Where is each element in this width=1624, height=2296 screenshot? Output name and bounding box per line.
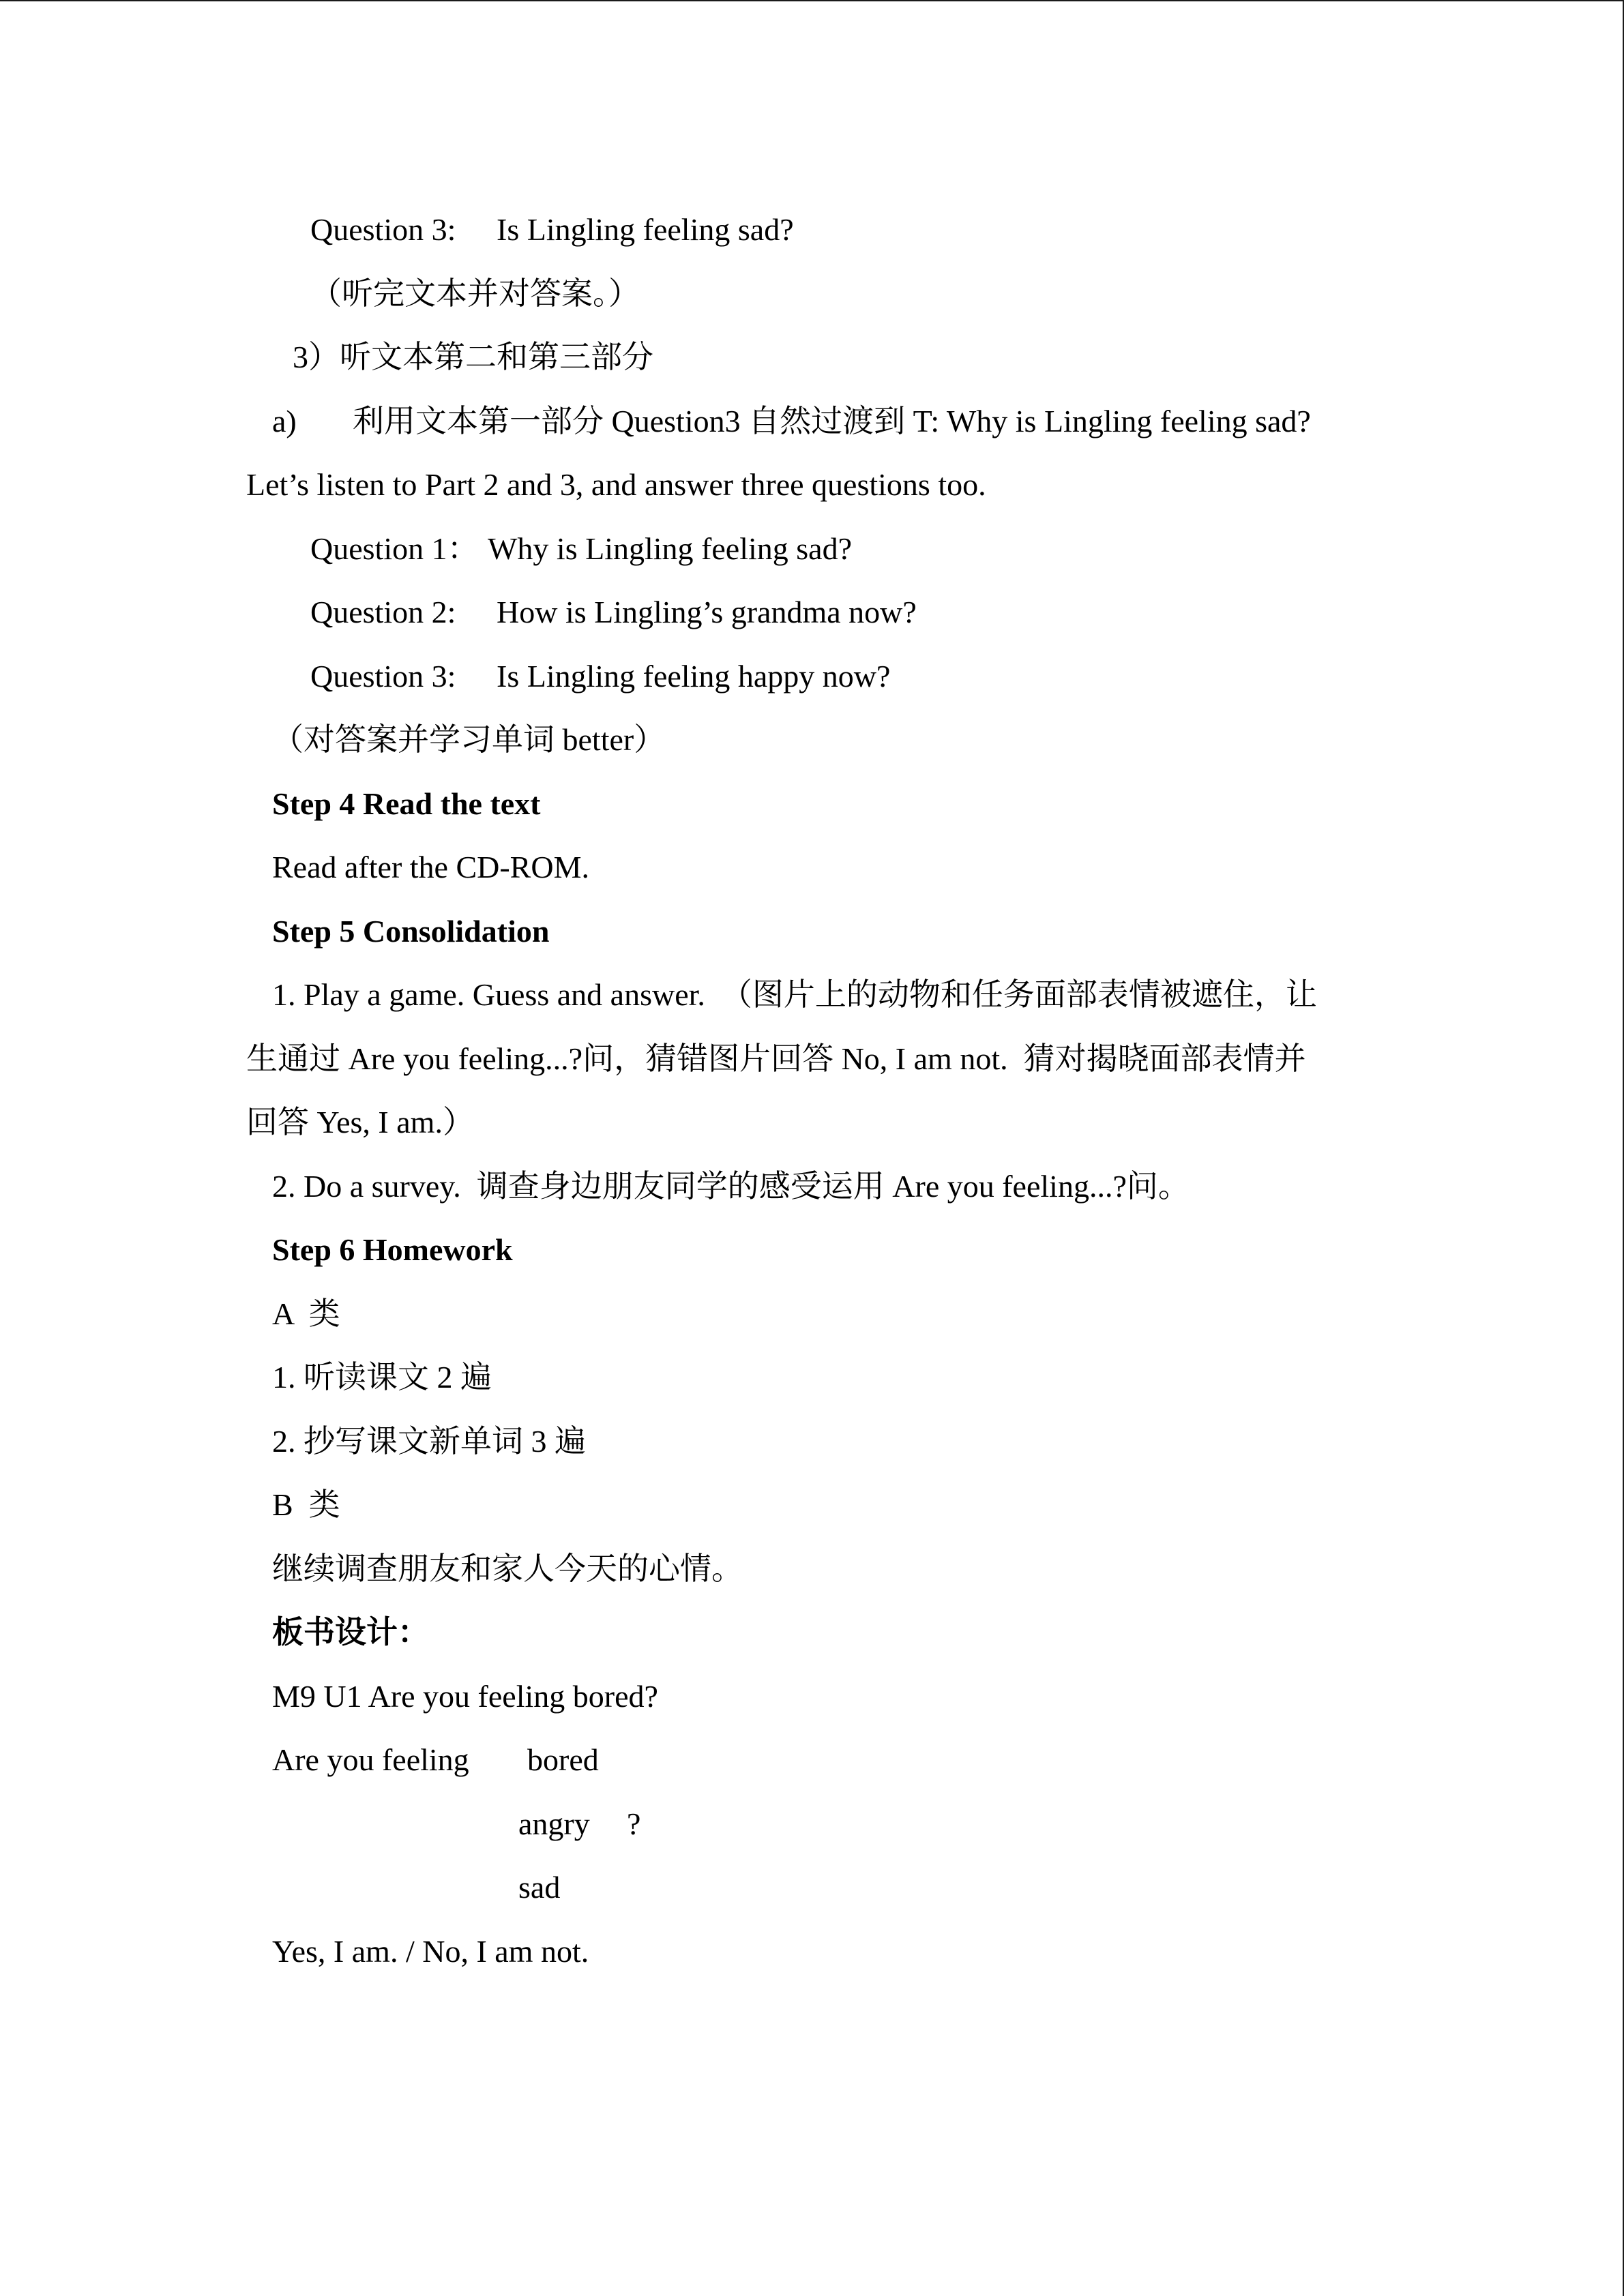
question-text: Why is Lingling feeling sad? (488, 531, 852, 566)
question-label: Question 2: (310, 595, 456, 629)
document-body (0, 198, 1624, 1983)
question-text: How is Lingling’s grandma now? (497, 595, 917, 629)
step5-item1-line2: 生通过 Are you feeling...?问，猜错图片回答 No, I am not. 猜对揭晓面部表情并 (246, 1041, 1306, 1076)
question-label: Question 1： (310, 531, 479, 566)
homework-group-b: B 类 (272, 1487, 340, 1522)
board-row-2 (0, 1792, 1624, 1856)
homework-a-item-2: 2. 抄写课文新单词 3 遍 (272, 1423, 586, 1459)
item-text: 利用文本第一部分 Question3 自然过渡到 T: Why is Lingling feeling sad? (353, 403, 1311, 438)
part2-3-item-a-continuation: Let’s listen to Part 2 and 3, and answer three questions too. (246, 467, 986, 502)
step5-item1-line3: 回答 Yes, I am.） (246, 1105, 474, 1139)
question-label: Question 3: (310, 658, 456, 694)
part2-3-question-3 (0, 644, 1624, 709)
step5-item1-line1: 1. Play a game. Guess and answer. （图片上的动物和任务面部表情被遮住，让 (272, 977, 1317, 1012)
step5-item2: 2. Do a survey. 调查身边朋友同学的感受运用 Are you feeling...?问。 (272, 1168, 1190, 1204)
part2-3-note: （对答案并学习单词 better） (272, 722, 666, 757)
homework-group-a: A 类 (272, 1296, 340, 1331)
part2-3-item-a (0, 389, 1624, 453)
part1-note: （听完文本并对答案。） (310, 275, 640, 311)
part2-3-question-2 (0, 580, 1624, 644)
step4-body: Read after the CD-ROM. (272, 850, 589, 884)
board-answer: Yes, I am. / No, I am not. (272, 1933, 589, 1969)
page-top-border (0, 0, 1624, 1)
board-option-sad: sad (518, 1870, 561, 1905)
board-option-angry: angry (518, 1806, 590, 1841)
homework-b-item: 继续调查朋友和家人今天的心情。 (272, 1551, 743, 1586)
board-row-3 (0, 1855, 1624, 1920)
part2-3-heading: 3）听文本第二和第三部分 (293, 340, 653, 374)
question-text: Is Lingling feeling sad? (497, 212, 794, 247)
board-option-bored: bored (527, 1742, 599, 1777)
board-row-1 (0, 1728, 1624, 1792)
part1-question-3 (0, 198, 1624, 262)
step4-title: Step 4 Read the text (272, 786, 541, 821)
step5-title: Step 5 Consolidation (272, 913, 550, 949)
board-question-mark: ? (627, 1806, 641, 1841)
item-marker: a) (272, 403, 297, 438)
board-stem: Are you feeling (272, 1742, 469, 1777)
homework-a-item-1: 1. 听读课文 2 遍 (272, 1360, 492, 1395)
part2-3-question-1 (0, 517, 1624, 581)
question-label: Question 3: (310, 212, 456, 247)
question-text: Is Lingling feeling happy now? (497, 658, 891, 694)
board-heading: M9 U1 Are you feeling bored? (272, 1678, 658, 1714)
board-design-title: 板书设计： (272, 1615, 429, 1650)
step6-title: Step 6 Homework (272, 1232, 513, 1267)
